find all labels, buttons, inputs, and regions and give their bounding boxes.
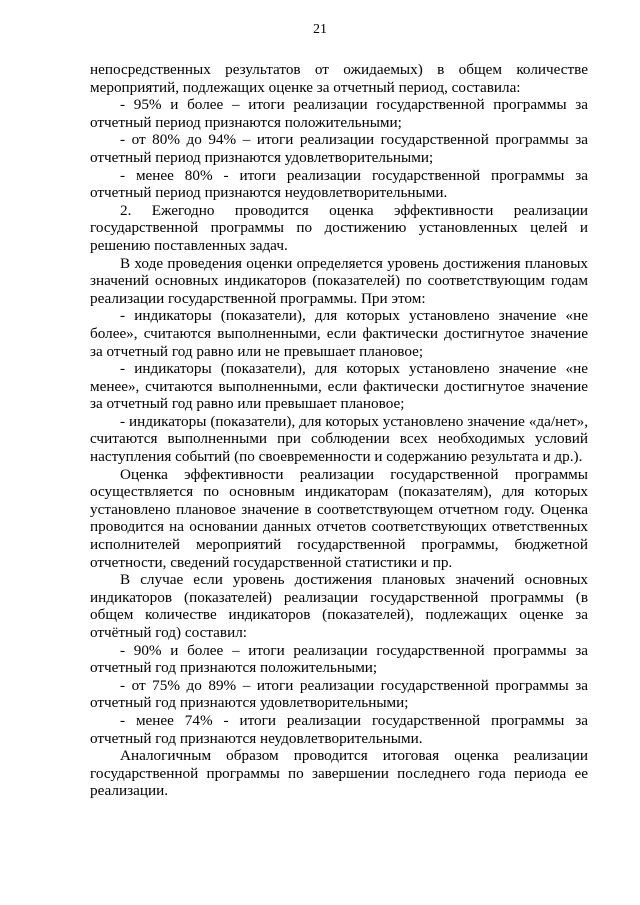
paragraph: В случае если уровень достижения плановых значений основных индикаторов (показателей) реализации государственной программы (в общем количестве индикаторов (показателей), подлежащих оценке за отчётный год) составил:	[90, 571, 588, 641]
list-item: - индикаторы (показатели), для которых установлено значение «не менее», считаются выполненными, если фактически достигнутое значение за отчетный год равно или превышает плановое;	[90, 360, 588, 413]
paragraph: В ходе проведения оценки определяется уровень достижения плановых значений основных индикаторов (показателей) по соответствующим годам реализации государственной программы. При этом:	[90, 254, 588, 307]
list-item: - менее 80% - итоги реализации государственной программы за отчетный период признаются неудовлетворительными.	[90, 166, 588, 202]
paragraph-point-2: 2. Ежегодно проводится оценка эффективности реализации государственной программы по достижению установленных целей и решению поставленных задач.	[90, 201, 588, 254]
list-item: - индикаторы (показатели), для которых установлено значение «не более», считаются выполненными, если фактически достигнутое значение за отчетный год равно или не превышает плановое;	[90, 307, 588, 360]
list-item: - менее 74% - итоги реализации государственной программы за отчетный год признаются неудовлетворительными.	[90, 711, 588, 747]
page-number: 21	[313, 22, 327, 37]
list-item: - индикаторы (показатели), для которых установлено значение «да/нет», считаются выполненными при соблюдении всех необходимых условий наступления событий (по своевременности и содержанию результата и др.).	[90, 412, 588, 466]
list-item: - 90% и более – итоги реализации государственной программы за отчетный год признаются положительными;	[90, 641, 588, 677]
paragraph-intro-continuation: непосредственных результатов от ожидаемых) в общем количестве мероприятий, подлежащих оценке за отчетный период, составила:	[90, 61, 588, 96]
list-item: - от 75% до 89% – итоги реализации государственной программы за отчетный год признаются удовлетворительными;	[90, 676, 588, 712]
document-body	[90, 61, 588, 800]
list-item: - от 80% до 94% – итоги реализации государственной программы за отчетный период признаются удовлетворительными;	[90, 131, 588, 166]
paragraph: Оценка эффективности реализации государственной программы осуществляется по основным индикаторам (показателям), для которых установлено плановое значение в соответствующем отчетном году. Оценка проводится на основании данных отчетов соответствующих ответственных исполнителей мероприятий государственной программы, бюджетной отчетности, сведений государственной статистики и пр.	[90, 465, 588, 571]
list-item: - 95% и более – итоги реализации государственной программы за отчетный период признаются положительными;	[90, 96, 588, 131]
paragraph-final: Аналогичным образом проводится итоговая оценка реализации государственной программы по завершении последнего года периода ее реализации.	[90, 747, 588, 800]
